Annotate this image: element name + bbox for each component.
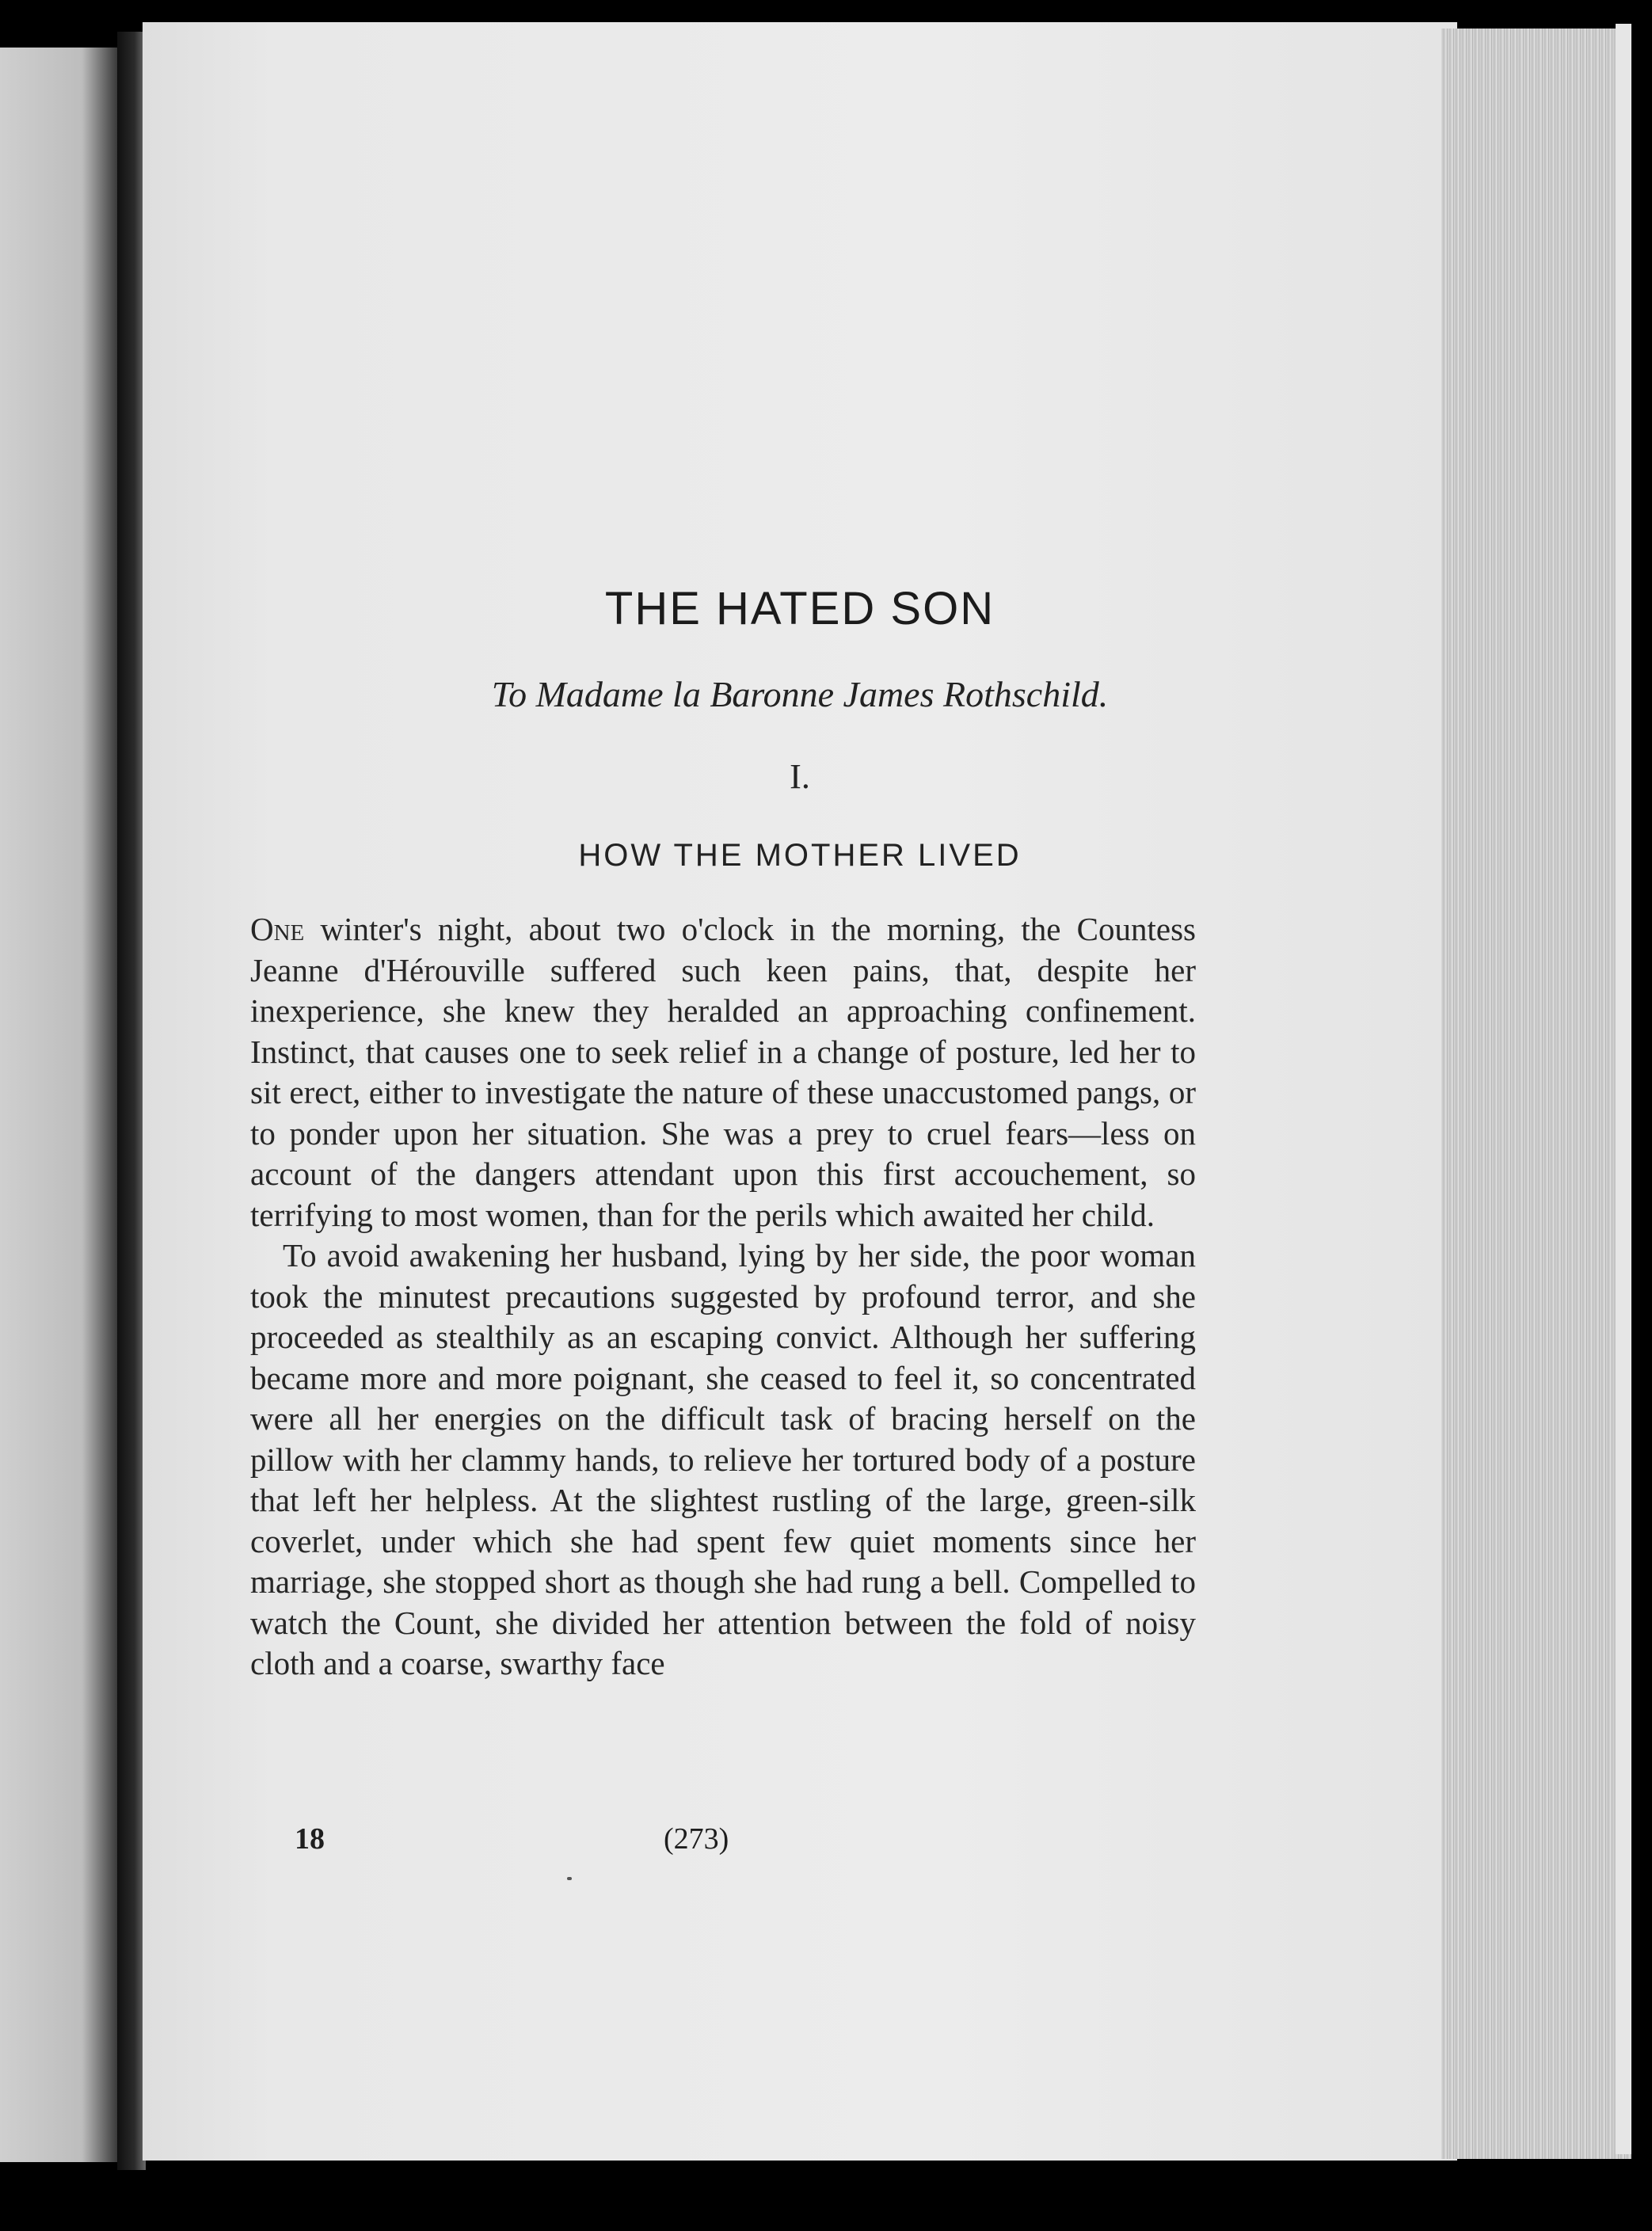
chapter-number: I. [790, 757, 810, 796]
chapter-title: HOW THE MOTHER LIVED [578, 838, 1022, 873]
signature-mark: 18 [295, 1822, 325, 1856]
page-edges [1441, 29, 1631, 2159]
book-gutter [117, 32, 146, 2170]
dedication: To Madame la Baronne James Rothschild. [491, 674, 1109, 714]
dust-speck [567, 1877, 572, 1880]
page-edges-cap [1616, 24, 1631, 2154]
paragraph-text: To avoid awakening her husband, lying by her side, the poor woman took the minutest precautions suggested by profound terror, and she proceeded as stealthily as an escaping convict. Although her suffering became more and more poignant, she ceased to feel it, so concentrated were all her energies on the difficult task of bracing herself on the pillow with her clammy hands, to relieve her tortured body of a posture that left her helpless. At the slightest rustling of the large, green-silk coverlet, under which she had spent few quiet moments since her marriage, she stopped short as though she had rung a bell. Compelled to watch the Count, she divided her attention between the fold of noisy cloth and a coarse, swarthy face [250, 1237, 1196, 1681]
paragraph-1 [250, 909, 1196, 1235]
page-number: (273) [664, 1822, 729, 1856]
facing-page-edge [0, 48, 117, 2162]
paragraph-2 [250, 1235, 1196, 1685]
paragraph-lead: One [250, 911, 305, 947]
paragraph-text: winter's night, about two o'clock in the morning, the Countess Jeanne d'Hérouville suffered such keen pains, that, despite her inexperience, she knew they heralded an approaching confinement. Instinct, that causes one to seek relief in a change of posture, led her to sit erect, either to investigate the nature of these unaccustomed pangs, or to ponder upon her situation. She was a prey to cruel fears—less on account of the dangers attendant upon this first accouchement, so terrifying to most women, than for the perils which awaited her child. [250, 911, 1196, 1233]
body-text [250, 909, 1196, 1685]
story-title: THE HATED SON [604, 583, 995, 634]
